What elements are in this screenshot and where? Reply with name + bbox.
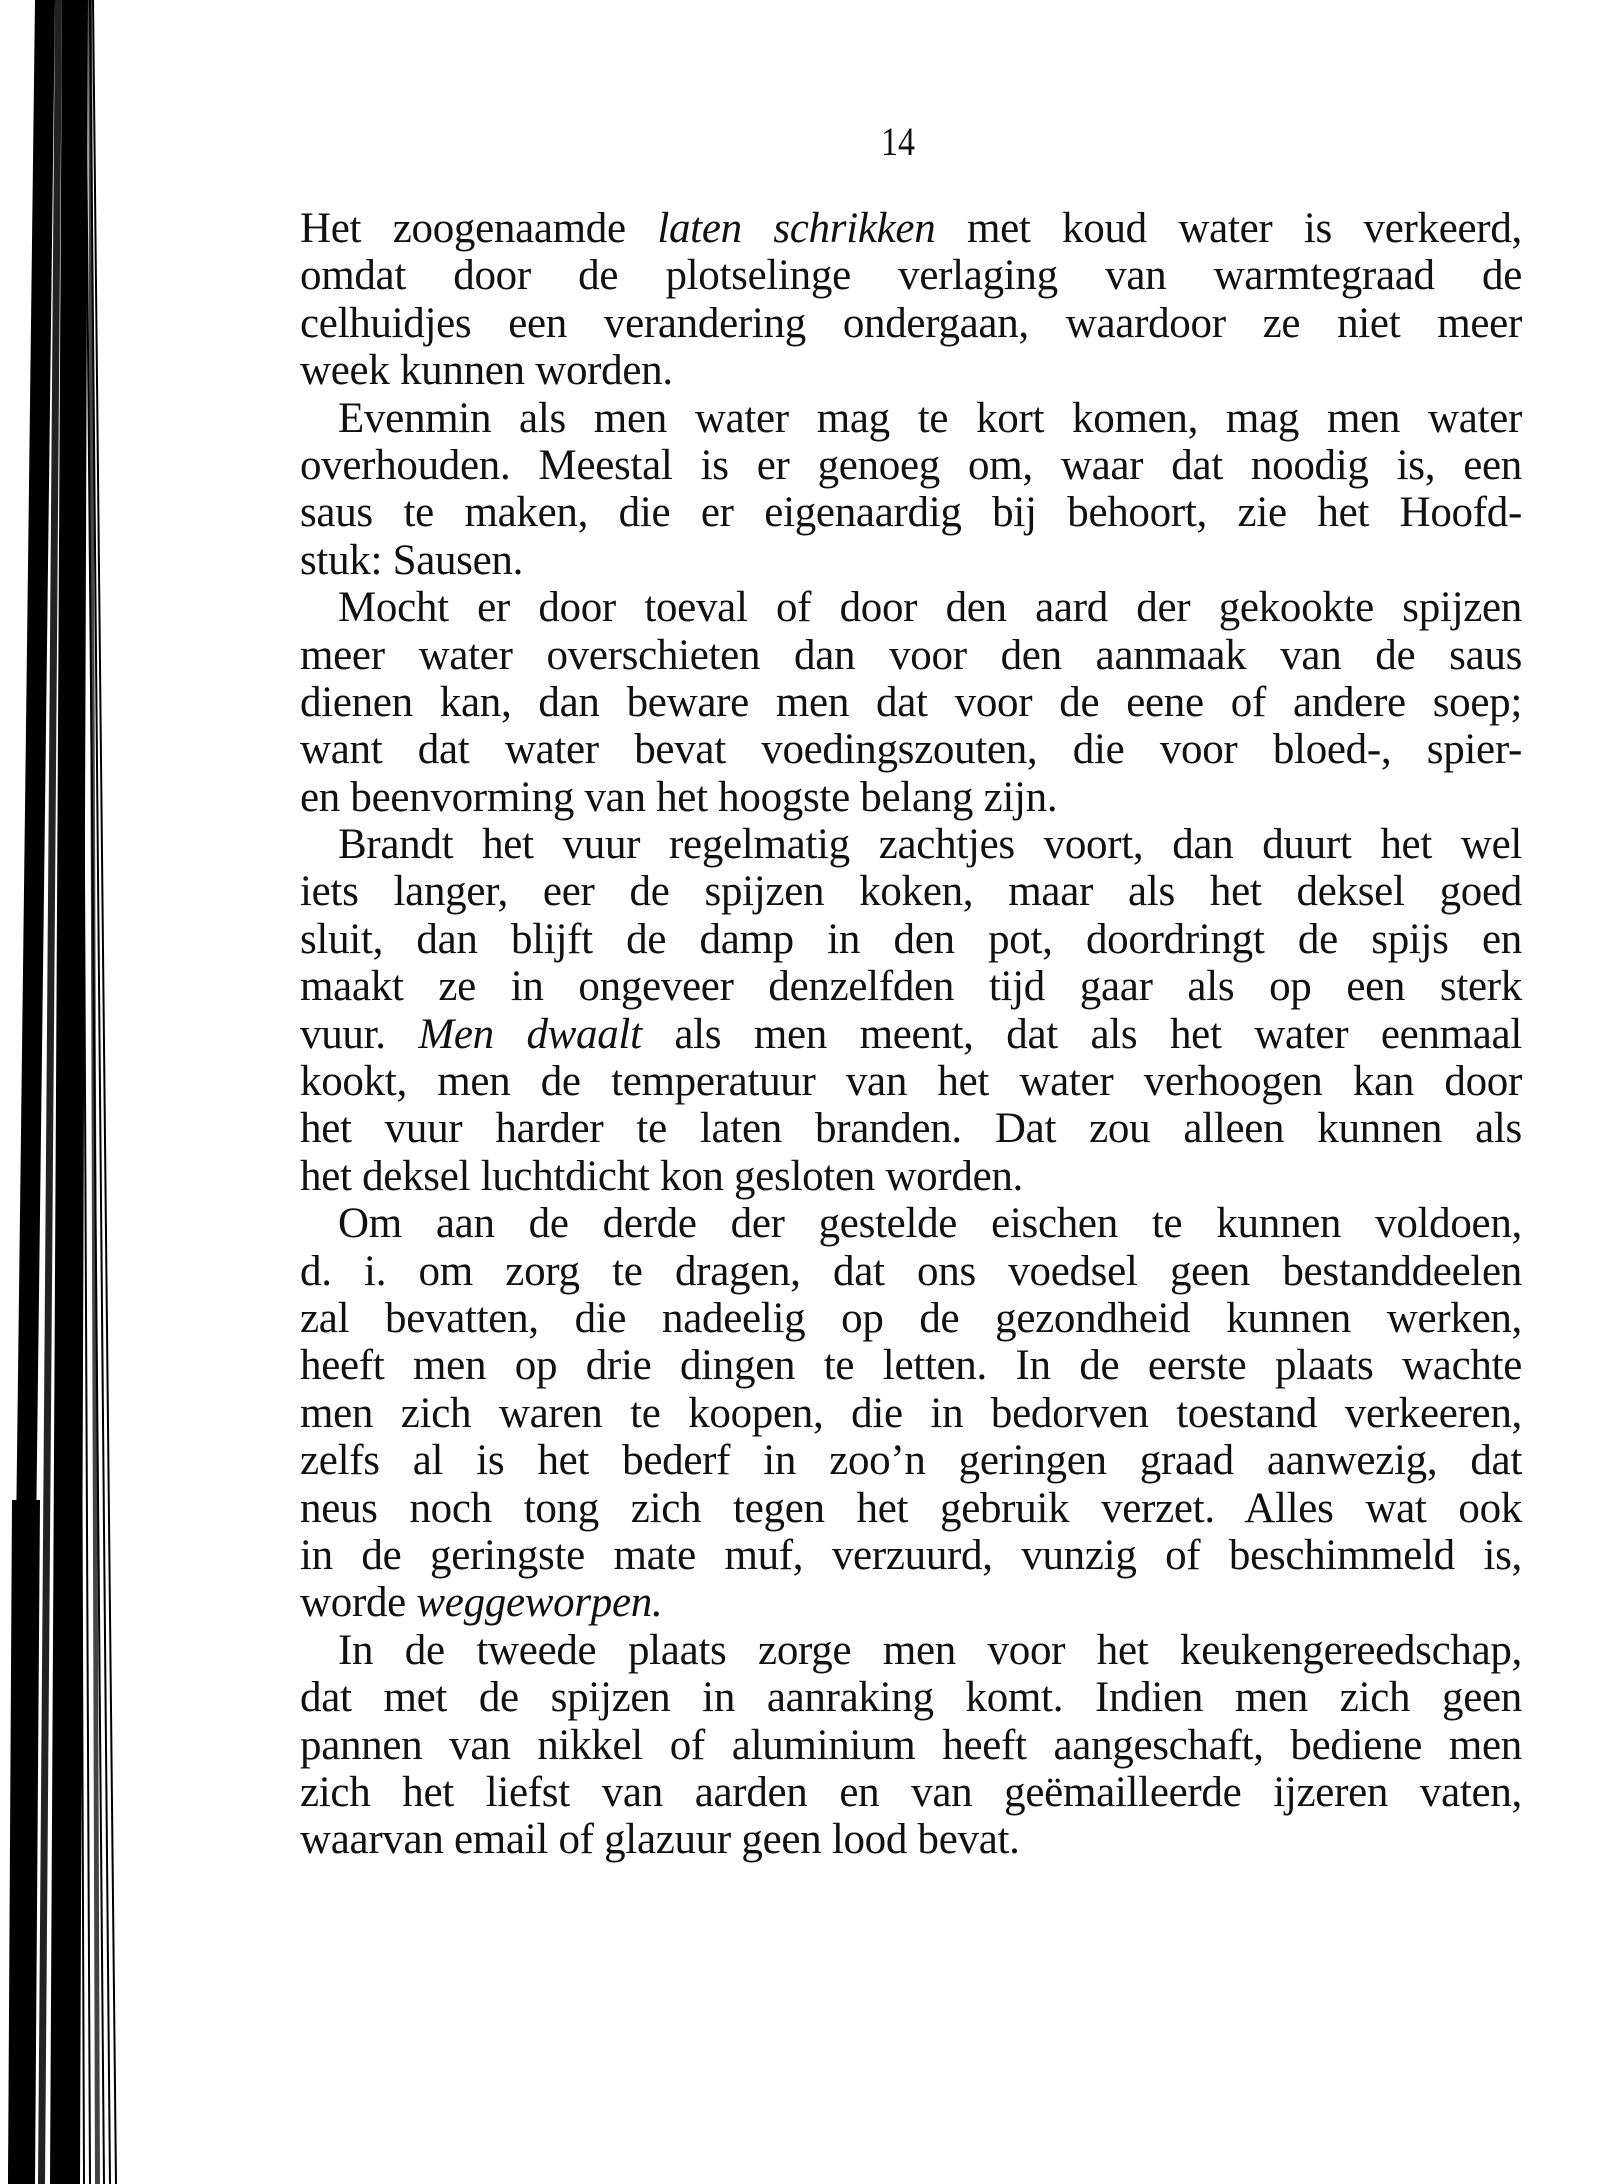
text-run: waarvan email of glazuur geen lood bevat. (300, 1816, 1020, 1864)
text-run: dienen kan, dan beware men dat voor de eene of andere soep; (300, 678, 1522, 726)
text-line (300, 1674, 1522, 1721)
text-run: Brandt het vuur regelmatig zachtjes voort, dan duurt het wel (338, 821, 1522, 869)
text-line (300, 1011, 1522, 1058)
book-spine-binding (0, 0, 130, 2184)
text-line (300, 584, 1522, 631)
text-line (300, 1579, 1522, 1626)
text-line (300, 1153, 1522, 1200)
text-run: met koud water is verkeerd, (935, 205, 1522, 252)
text-run: in de geringste mate muf, verzuurd, vunzig of beschimmeld is, (300, 1531, 1522, 1579)
italic-emphasis: Men dwaalt (418, 1010, 642, 1058)
text-line (300, 1295, 1522, 1342)
text-run: heeft men op drie dingen te letten. In de eerste plaats wachte (300, 1342, 1522, 1390)
text-run: zal bevatten, die nadeelig op de gezondheid kunnen werken, (300, 1294, 1522, 1342)
text-line (300, 632, 1522, 679)
italic-emphasis: laten schrikken (657, 205, 936, 252)
text-line (300, 1390, 1522, 1437)
text-run: men zich waren te koopen, die in bedorven toestand verkeeren, (300, 1389, 1522, 1437)
text-line (300, 1722, 1522, 1769)
text-line (300, 916, 1522, 963)
text-run: worde (300, 1579, 417, 1627)
text-line (300, 1200, 1522, 1247)
text-run: vuur. (300, 1010, 419, 1058)
page-body-text (300, 205, 1522, 1864)
text-line (300, 963, 1522, 1010)
paragraph (300, 1200, 1522, 1627)
text-line (300, 300, 1522, 347)
text-line (300, 774, 1522, 821)
text-run: kookt, men de temperatuur van het water verhoogen kan door (300, 1058, 1522, 1106)
text-run: pannen van nikkel of aluminium heeft aangeschaft, bediene men (300, 1721, 1522, 1769)
text-run: Om aan de derde der gestelde eischen te kunnen voldoen, (338, 1200, 1522, 1248)
text-line (300, 347, 1522, 394)
text-line (300, 1437, 1522, 1484)
text-line (300, 395, 1522, 442)
text-run: In de tweede plaats zorge men voor het keukengereedschap, (338, 1626, 1522, 1674)
text-line (300, 1105, 1522, 1152)
text-run: meer water overschieten dan voor den aanmaak van de saus (300, 631, 1522, 679)
text-run: zich het liefst van aarden en van geëmailleerde ijzeren vaten, (300, 1768, 1522, 1816)
text-run: sluit, dan blijft de damp in den pot, doordringt de spijs en (300, 915, 1522, 963)
text-line (300, 1058, 1522, 1105)
text-run: stuk: Sausen. (300, 536, 524, 584)
text-line (300, 679, 1522, 726)
text-run: Het zoogenaamde (300, 205, 658, 252)
text-run: dat met de spijzen in aanraking komt. Indien men zich geen (300, 1674, 1522, 1722)
text-line (300, 868, 1522, 915)
text-run: als men meent, dat als het water eenmaal (641, 1010, 1522, 1058)
paragraph (300, 584, 1522, 821)
text-line (300, 1816, 1522, 1863)
text-line (300, 821, 1522, 868)
paragraph (300, 395, 1522, 585)
text-line (300, 1627, 1522, 1674)
text-line (300, 537, 1522, 584)
text-run: saus te maken, die er eigenaardig bij behoort, zie het Hoofd- (300, 489, 1522, 537)
text-run: week kunnen worden. (300, 347, 673, 395)
text-line (300, 205, 1522, 252)
paragraph (300, 205, 1522, 395)
paragraph (300, 821, 1522, 1200)
text-run: overhouden. Meestal is er genoeg om, waar dat noodig is, een (300, 441, 1522, 489)
text-run: en beenvorming van het hoogste belang zijn. (300, 773, 1058, 821)
text-line (300, 1342, 1522, 1389)
text-run: celhuidjes een verandering ondergaan, waardoor ze niet meer (300, 299, 1522, 347)
text-run: iets langer, eer de spijzen koken, maar als het deksel goed (300, 868, 1522, 916)
text-run: het vuur harder te laten branden. Dat zou alleen kunnen als (300, 1105, 1522, 1153)
page-number: 14 (881, 119, 915, 164)
paragraph (300, 1627, 1522, 1864)
text-run: d. i. om zorg te dragen, dat ons voedsel geen bestanddeelen (300, 1247, 1522, 1295)
text-run: neus noch tong zich tegen het gebruik verzet. Alles wat ook (300, 1484, 1522, 1532)
text-run: maakt ze in ongeveer denzelfden tijd gaar als op een sterk (300, 963, 1522, 1011)
text-line (300, 442, 1522, 489)
text-run: Mocht er door toeval of door den aard der gekookte spijzen (338, 584, 1522, 632)
text-line (300, 1532, 1522, 1579)
text-line (300, 489, 1522, 536)
italic-emphasis: weggeworpen. (416, 1579, 663, 1627)
text-line (300, 1485, 1522, 1532)
text-run: Evenmin als men water mag te kort komen, mag men water (338, 394, 1522, 442)
text-line (300, 1769, 1522, 1816)
text-run: het deksel luchtdicht kon gesloten worden. (300, 1152, 1023, 1200)
text-run: want dat water bevat voedingszouten, die voor bloed-, spier- (300, 726, 1522, 774)
text-line (300, 1248, 1522, 1295)
text-line (300, 252, 1522, 299)
text-run: zelfs al is het bederf in zoo’n geringen graad aanwezig, dat (300, 1437, 1522, 1485)
text-run: omdat door de plotselinge verlaging van warmtegraad de (300, 252, 1522, 300)
text-line (300, 726, 1522, 773)
